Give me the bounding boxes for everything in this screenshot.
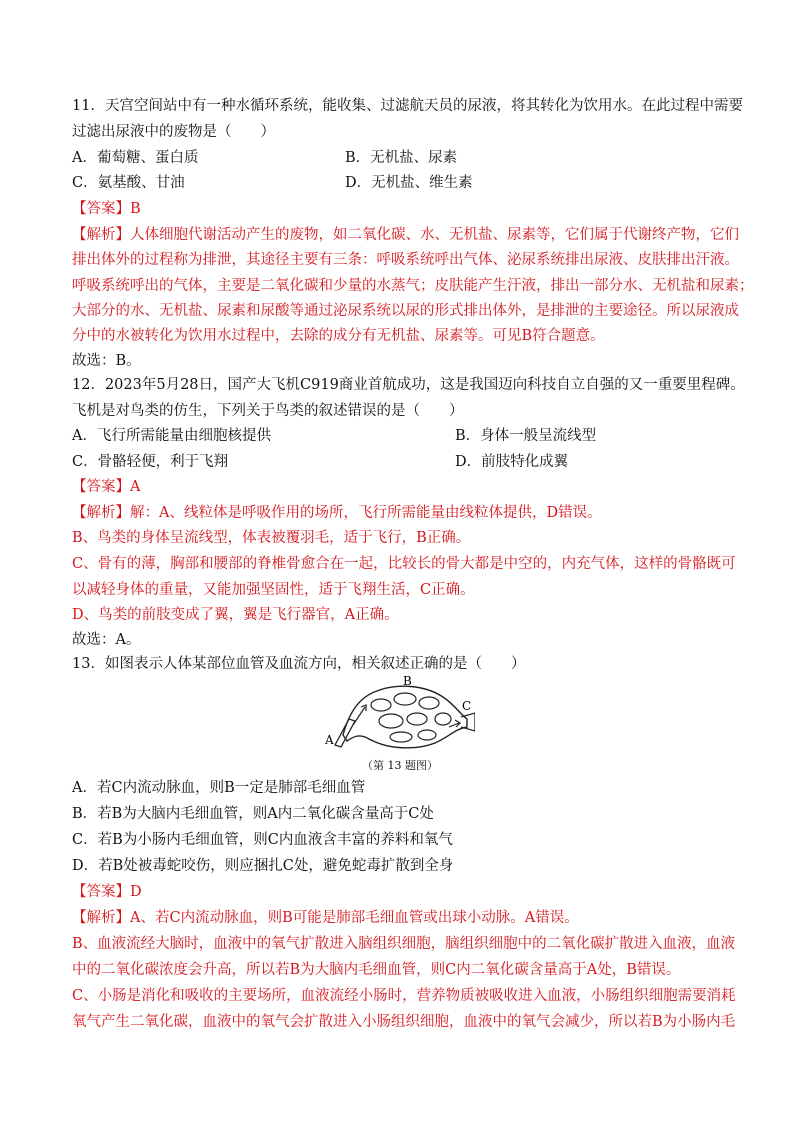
q11-option-b: B．无机盐、尿素 [345,150,458,166]
q12-choose: 故选：A。 [72,632,141,648]
q13-option-d: D．若B处被毒蛇咬伤，则应捆扎C处，避免蛇毒扩散到全身 [72,858,454,874]
q12-explanation-line1: 【解析】解：A、线粒体是呼吸作用的场所，飞行所需能量由线粒体提供，D错误。 [72,505,602,521]
q13-explanation-line5: 氧气产生二氧化碳，血液中的氧气会扩散进入小肠组织细胞，血液中的氧气会减少，所以若B为小肠内毛 [72,1014,736,1030]
q13-answer: 【答案】D [72,884,142,900]
q12-option-d: D．前肢特化成翼 [455,454,569,470]
q11-answer: 【答案】B [72,201,141,217]
figure-caption: （第 13 题图） [362,759,438,772]
blood-vessel-diagram [325,675,475,753]
q11-explanation-line1: 【解析】人体细胞代谢活动产生的废物，如二氧化碳、水、无机盐、尿素等，它们属于代谢终产物，它们 [72,227,739,243]
q13-option-b: B．若B为大脑内毛细血管，则A内二氧化碳含量高于C处 [72,806,434,822]
q11-explanation-line5: 分中的水被转化为饮用水过程中，去除的成分有无机盐、尿素等。可见B符合题意。 [72,328,605,344]
q13-option-c: C．若B为小肠内毛细血管，则C内血液含丰富的养料和氧气 [72,832,453,848]
diagram-label-a: A [325,733,334,747]
q11-option-d: D．无机盐、维生素 [345,175,473,191]
q12-explanation-line3: C、骨有的薄，胸部和腰部的脊椎骨愈合在一起，比较长的骨大都是中空的，内充气体，这样的骨骼既可 [72,556,736,572]
q12-explanation-line5: D、鸟类的前肢变成了翼，翼是飞行器官，A正确。 [72,607,399,623]
q13-explanation-line3: 中的二氧化碳浓度会升高，所以若B为大脑内毛细血管，则C内二氧化碳含量高于A处，B错误。 [72,962,681,978]
q12-stem-line1: 12．2023年5月28日，国产大飞机C919商业首航成功，这是我国迈向科技自立自强的又一重要里程碑。 [72,377,745,393]
q13-option-a: A．若C内流动脉血，则B一定是肺部毛细血管 [72,780,366,796]
diagram-label-c: C [462,699,472,713]
q11-stem-line1: 11．天宫空间站中有一种水循环系统，能收集、过滤航天员的尿液，将其转化为饮用水。在此过程中需要 [72,98,743,114]
q11-explanation-line4: 大部分的水、无机盐、尿素和尿酸等通过泌尿系统以尿的形式排出体外，是排泄的主要途径。所以尿液成 [72,303,739,319]
q12-explanation-line4: 以减轻身体的重量，又能加强坚固性，适于飞翔生活，C正确。 [72,582,475,598]
q11-option-a: A．葡萄糖、蛋白质 [72,150,199,166]
q13-explanation-line4: C、小肠是消化和吸收的主要场所，血液流经小肠时，营养物质被吸收进入血液，小肠组织细胞需要消耗 [72,988,736,1004]
q12-stem-line2: 飞机是对鸟类的仿生，下列关于鸟类的叙述错误的是（ ） [72,403,464,419]
q12-option-b: B．身体一般呈流线型 [455,428,597,444]
q11-choose: 故选：B。 [72,353,141,369]
q11-stem-line2: 过滤出尿液中的废物是（ ） [72,124,275,140]
q13-explanation-line1: 【解析】A、若C内流动脉血，则B可能是肺部毛细血管或出球小动脉。A错误。 [72,910,579,926]
q13-explanation-line2: B、血液流经大脑时，血液中的氧气扩散进入脑组织细胞，脑组织细胞中的二氧化碳扩散进入血液，血液 [72,936,736,952]
q13-stem: 13．如图表示人体某部位血管及血流方向，相关叙述正确的是（ ） [72,656,526,672]
q11-option-c: C．氨基酸、甘油 [72,175,185,191]
q12-explanation-line2: B、鸟类的身体呈流线型，体表被覆羽毛，适于飞行，B正确。 [72,530,471,546]
q12-answer: 【答案】A [72,479,141,495]
q11-explanation-line3: 呼吸系统呼出的气体，主要是二氧化碳和少量的水蒸气；皮肤能产生汗液，排出一部分水、无机盐和尿素； [72,278,754,294]
diagram-label-b: B [403,675,412,688]
q12-option-a: A．飞行所需能量由细胞核提供 [72,428,271,444]
q12-option-c: C．骨骼轻便，利于飞翔 [72,454,229,470]
q11-explanation-line2: 排出体外的过程称为排泄，其途径主要有三条：呼吸系统呼出气体、泌尿系统排出尿液、皮肤排出汗液。 [72,252,739,268]
